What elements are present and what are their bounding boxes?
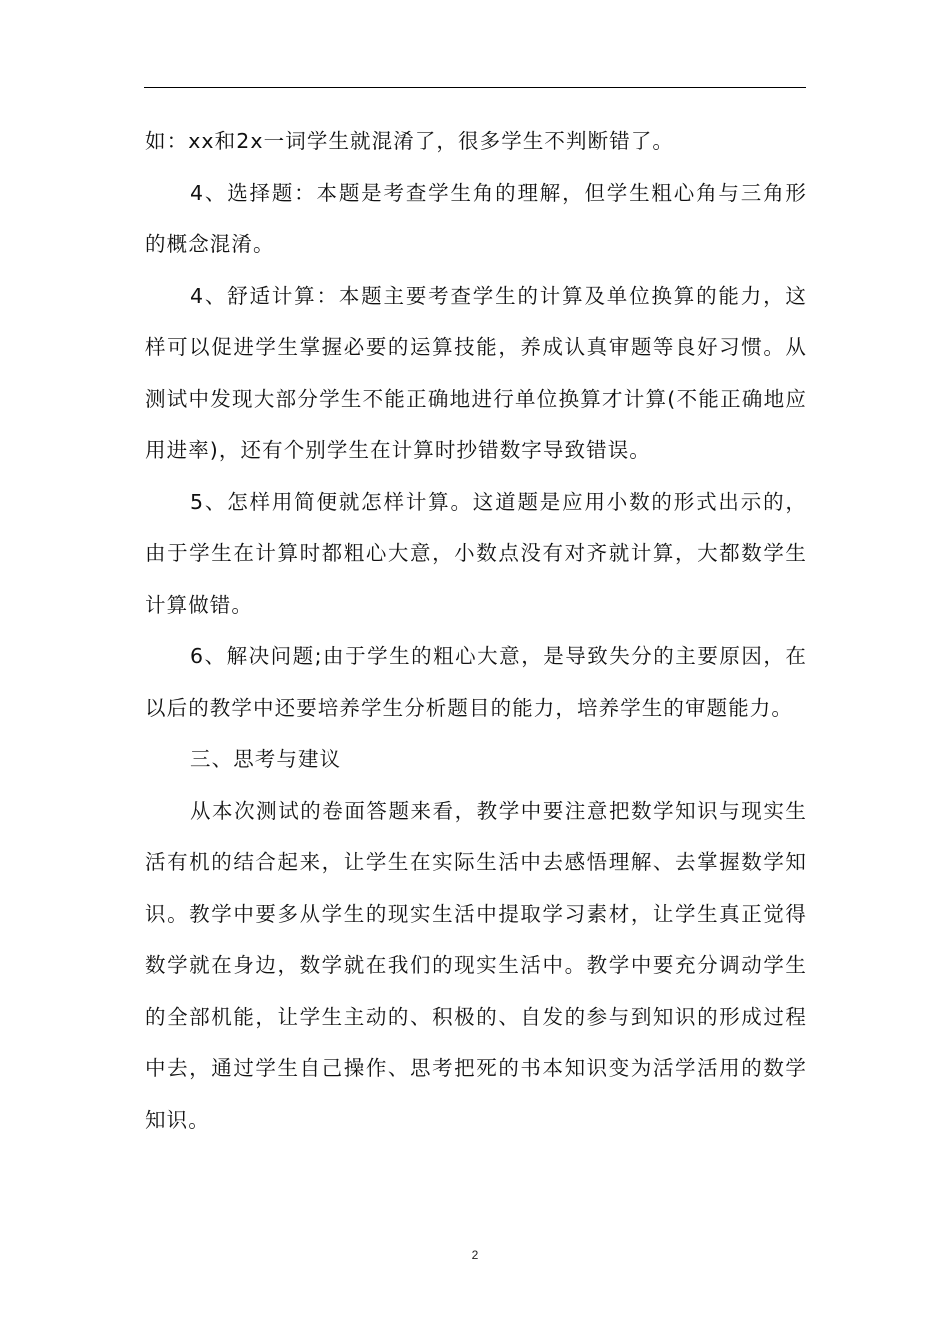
paragraph-simplified-calculation: 5、怎样用简便就怎样计算。这道题是应用小数的形式出示的，由于学生在计算时都粗心大意，小数点没有对齐就计算，大都数学生计算做错。	[145, 489, 807, 617]
document-body	[145, 116, 807, 1146]
paragraph-continuation: 如：xx和2x一词学生就混淆了，很多学生不判断错了。	[145, 129, 675, 153]
paragraph-problem-solving: 6、解决问题;由于学生的粗心大意，是导致失分的主要原因，在以后的教学中还要培养学生分析题目的能力，培养学生的审题能力。	[145, 644, 807, 720]
header-rule	[144, 87, 806, 88]
section-heading: 三、思考与建议	[190, 747, 342, 771]
paragraph-multiple-choice: 4、选择题：本题是考查学生角的理解，但学生粗心角与三角形的概念混淆。	[145, 180, 807, 256]
paragraph-calculation: 4、舒适计算：本题主要考查学生的计算及单位换算的能力，这样可以促进学生掌握必要的运算技能，养成认真审题等良好习惯。从测试中发现大部分学生不能正确地进行单位换算才计算(不能正确地应用进率)，还有个别学生在计算时抄错数字导致错误。	[145, 283, 807, 462]
paragraph-suggestions: 从本次测试的卷面答题来看，教学中要注意把数学知识与现实生活有机的结合起来，让学生在实际生活中去感悟理解、去掌握数学知识。教学中要多从学生的现实生活中提取学习素材，让学生真正觉得数学就在身边，数学就在我们的现实生活中。教学中要充分调动学生的全部机能，让学生主动的、积极的、自发的参与到知识的形成过程中去，通过学生自己操作、思考把死的书本知识变为活学活用的数学知识。	[145, 798, 807, 1132]
page-number: 2	[471, 1248, 479, 1262]
